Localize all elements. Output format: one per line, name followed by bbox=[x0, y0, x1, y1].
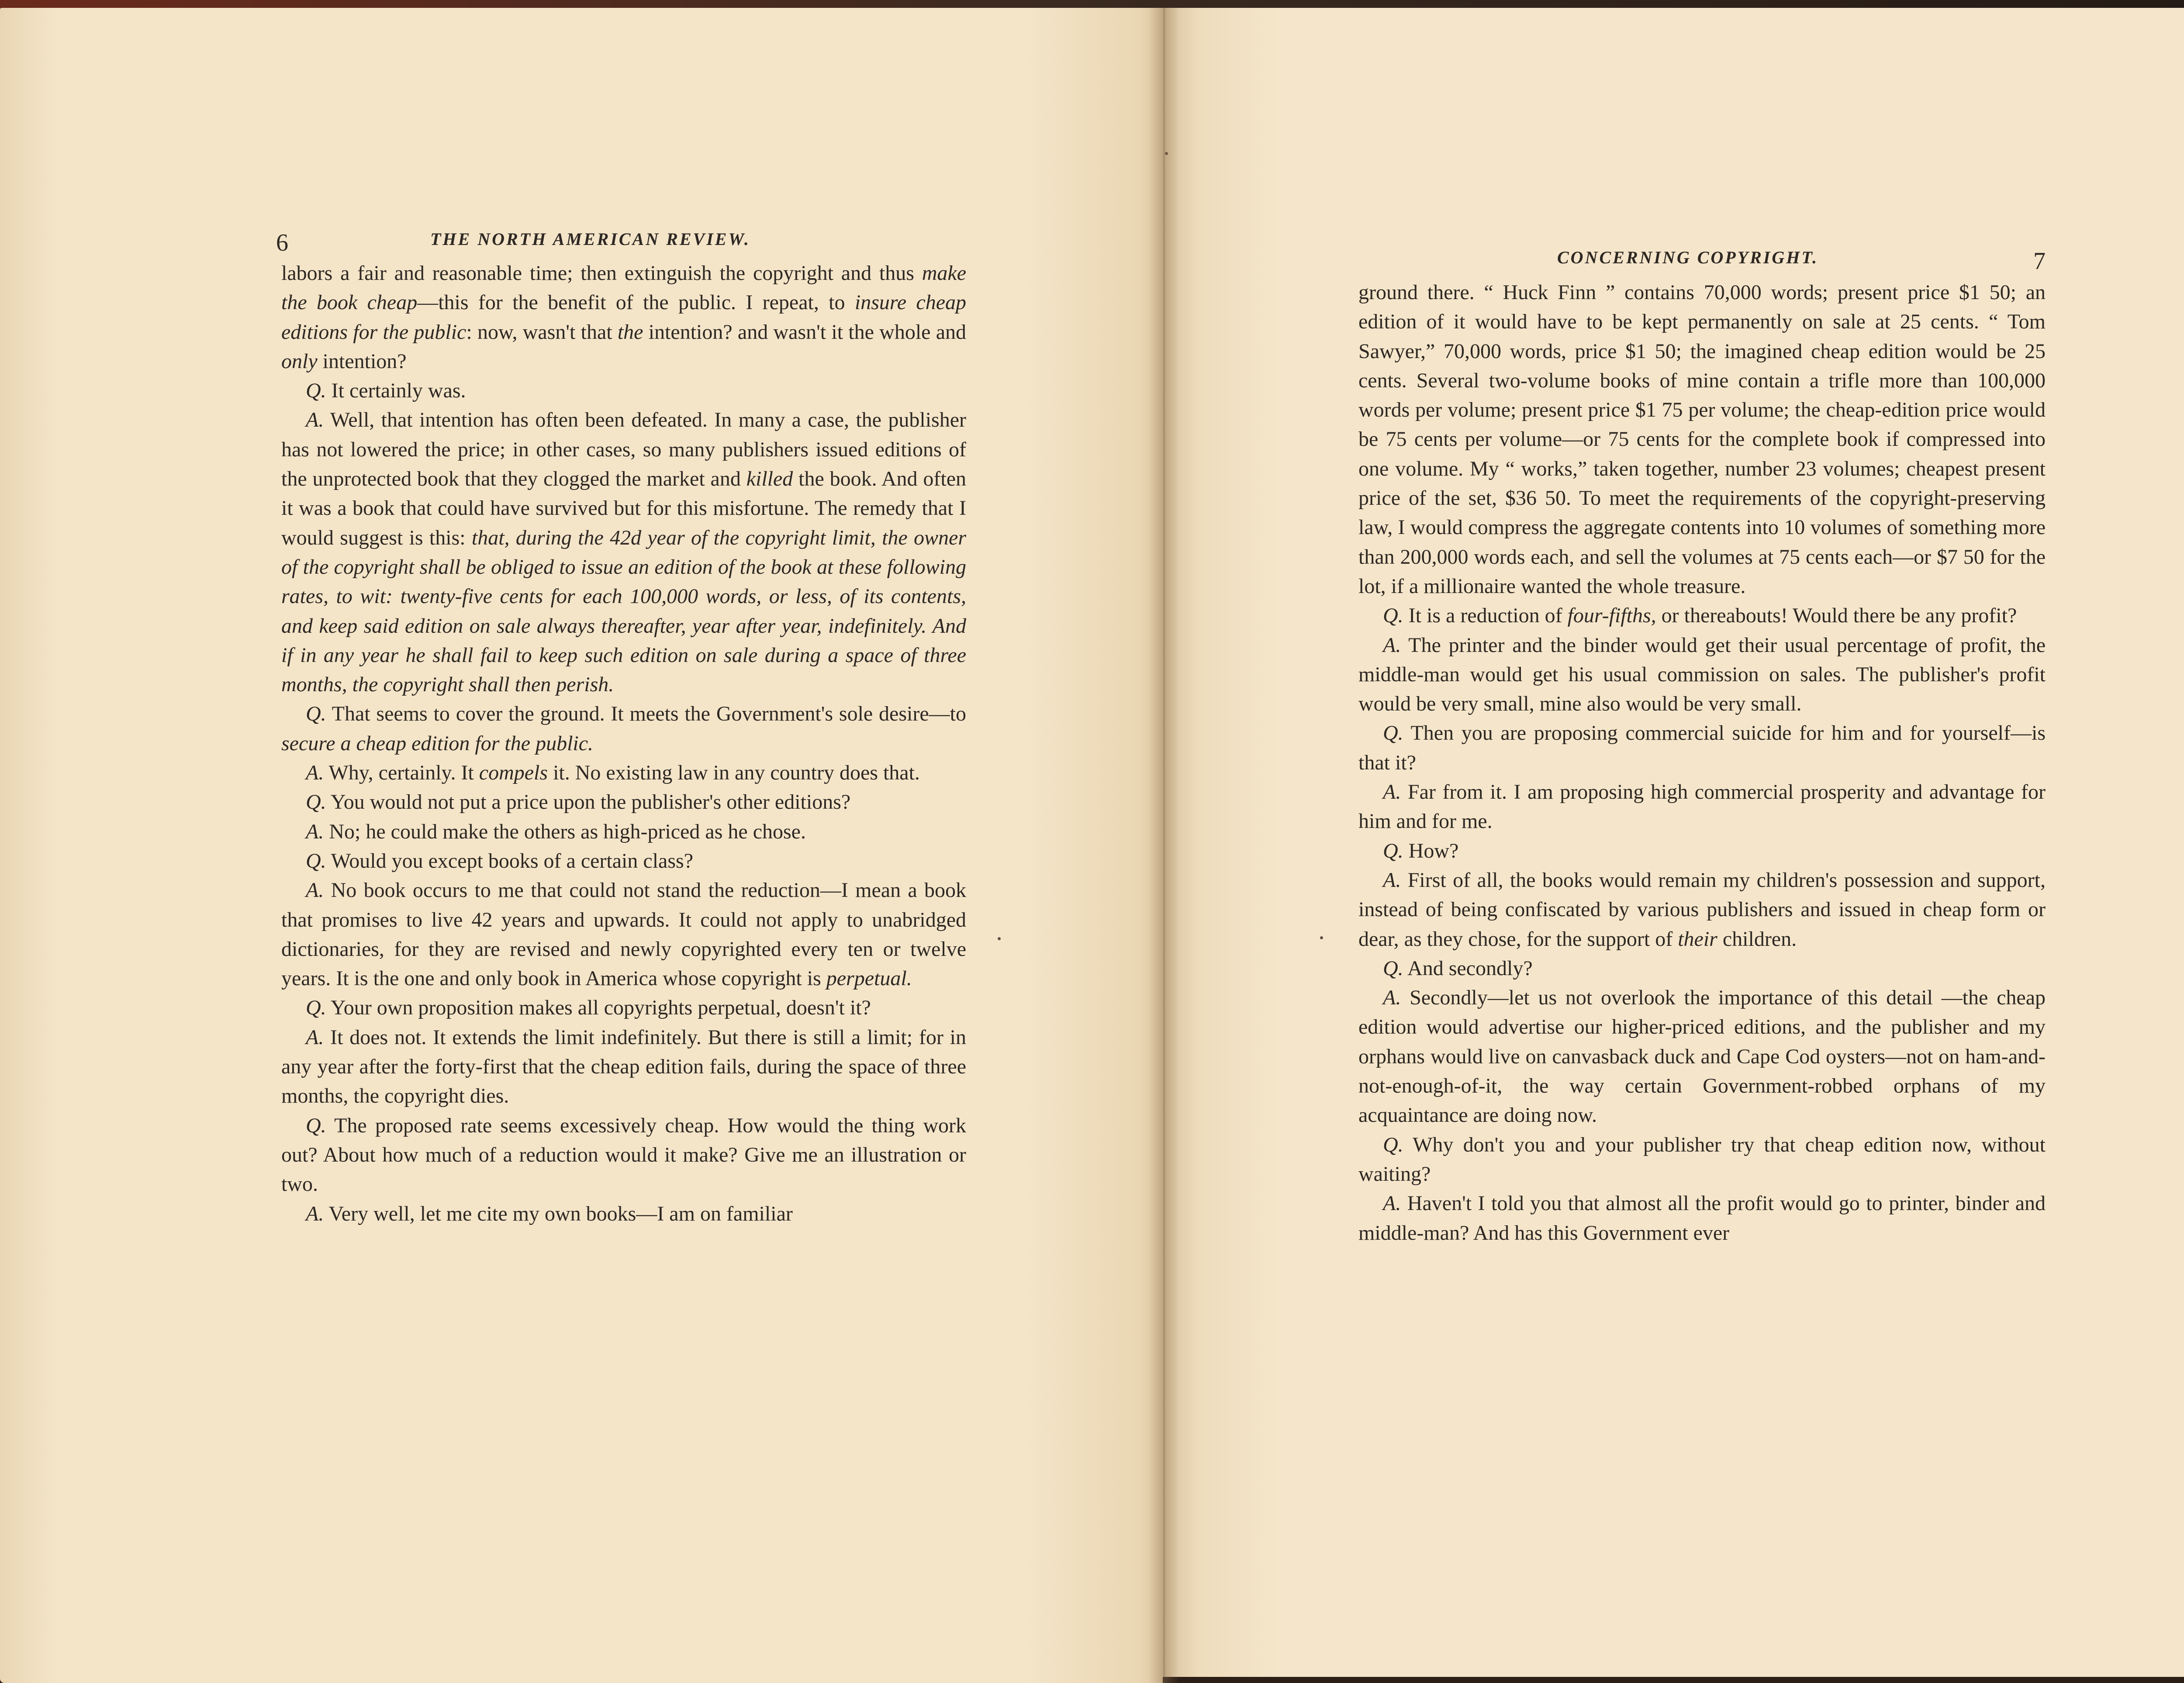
text-run: How? bbox=[1403, 839, 1459, 862]
page-number: 6 bbox=[276, 229, 288, 256]
paragraph bbox=[1358, 836, 2046, 866]
text-run: It is a reduction of bbox=[1403, 604, 1568, 628]
text-run: Why don't you and your publisher try that cheap edition now, without waiting? bbox=[1358, 1133, 2046, 1186]
left-page bbox=[0, 8, 1163, 1683]
italic-text: only bbox=[281, 349, 318, 373]
text-run: Haven't I told you that almost all the profit would go to printer, binder and middle-man? And has this Government ever bbox=[1358, 1192, 2046, 1245]
paragraph bbox=[281, 699, 966, 758]
italic-text: Q. bbox=[306, 996, 326, 1020]
italic-text: make the book cheap bbox=[281, 262, 966, 314]
ink-speck bbox=[1320, 936, 1323, 939]
text-run: The printer and the binder would get their usual percentage of profit, the middle-man would get his usual commission on sales. The publisher's profit would be very small, mine also would be very small. bbox=[1358, 633, 2046, 716]
text-run: Very well, let me cite my own books—I am on familiar bbox=[324, 1202, 793, 1225]
italic-text: Q. bbox=[1383, 721, 1403, 745]
italic-text: A. bbox=[306, 1202, 324, 1225]
italic-text: killed bbox=[746, 467, 793, 491]
text-run: Well, that intention has often been defeated. In many a case, the publisher has not lowered the price; in other cases, so many publishers issued editions of the unprotected book that they clogged the market and bbox=[281, 408, 966, 491]
italic-text: A. bbox=[306, 820, 324, 843]
text-run: : now, wasn't that bbox=[466, 320, 618, 344]
paragraph bbox=[281, 1023, 966, 1111]
text-run: Secondly—let us not overlook the importance of this detail —the cheap edition would advertise our higher-priced editions, and the publisher and my orphans would live on canvasback duck and Cape Cod oysters—not on ham-and-not-enough-of-it, the way certain Government-robbed orphans of my acquaintance are doing now. bbox=[1358, 986, 2046, 1127]
paragraph bbox=[281, 787, 966, 817]
paragraph bbox=[281, 993, 966, 1022]
text-run: Would you except books of a certain class? bbox=[326, 849, 693, 873]
right-page bbox=[1163, 8, 2184, 1677]
paragraph bbox=[281, 817, 966, 846]
running-title: CONCERNING COPYRIGHT. bbox=[1557, 248, 1819, 267]
italic-text: A. bbox=[1383, 868, 1401, 892]
italic-text: A. bbox=[306, 408, 324, 432]
paragraph bbox=[1358, 1130, 2046, 1189]
page-body bbox=[281, 259, 966, 1228]
italic-text: A. bbox=[306, 879, 324, 902]
paragraph bbox=[1358, 777, 2046, 836]
italic-text: compels bbox=[479, 761, 548, 785]
italic-text: A. bbox=[1383, 986, 1401, 1010]
italic-text: A. bbox=[1383, 633, 1401, 657]
italic-text: A. bbox=[1383, 1192, 1401, 1215]
paragraph bbox=[1358, 601, 2046, 630]
paragraph bbox=[1358, 718, 2046, 777]
page-number: 7 bbox=[2033, 248, 2046, 275]
italic-text: Q. bbox=[1383, 1133, 1403, 1156]
paragraph bbox=[281, 259, 966, 376]
text-run: intention? and wasn't it the whole and bbox=[643, 320, 967, 344]
italic-text: four-fifths, bbox=[1567, 604, 1656, 628]
italic-text: A. bbox=[306, 1025, 324, 1049]
paragraph bbox=[281, 876, 966, 993]
italic-text: Q. bbox=[306, 790, 326, 814]
paragraph bbox=[281, 405, 966, 699]
text-run: It does not. It extends the limit indefinitely. But there is still a limit; for in any year after the forty-first that the cheap edition fails, during the space of three months, the copyright dies. bbox=[281, 1025, 966, 1108]
paragraph bbox=[281, 758, 966, 787]
italic-text: Q. bbox=[1383, 956, 1403, 980]
page-body bbox=[1358, 278, 2046, 1248]
text-run: And secondly? bbox=[1403, 956, 1533, 980]
italic-text: Q. bbox=[306, 379, 326, 403]
paragraph bbox=[1358, 983, 2046, 1130]
paragraph bbox=[1358, 631, 2046, 719]
italic-text: A. bbox=[306, 761, 324, 785]
italic-text: insure cheap editions for the public bbox=[281, 291, 967, 344]
text-run: intention? bbox=[317, 349, 407, 373]
text-run: Far from it. I am proposing high commercial prosperity and advantage for him and for me. bbox=[1358, 780, 2046, 833]
paragraph bbox=[281, 376, 966, 405]
italic-text: their bbox=[1678, 927, 1717, 951]
italic-text: A. bbox=[1383, 780, 1401, 804]
text-run: it. No existing law in any country does that. bbox=[548, 761, 920, 785]
text-run: or thereabouts! Would there be any profit? bbox=[1656, 604, 2017, 628]
text-run: You would not put a price upon the publisher's other editions? bbox=[326, 790, 851, 814]
text-run: No; he could make the others as high-priced as he chose. bbox=[324, 820, 806, 843]
italic-text: Q. bbox=[1383, 604, 1403, 628]
running-title: THE NORTH AMERICAN REVIEW. bbox=[430, 229, 751, 249]
text-run: Your own proposition makes all copyrights perpetual, doesn't it? bbox=[326, 996, 871, 1020]
paragraph bbox=[1358, 954, 2046, 983]
text-run: First of all, the books would remain my children's possession and support, instead of being confiscated by various publishers and issued in cheap form or dear, as they chose, for the support of bbox=[1358, 868, 2046, 951]
paragraph bbox=[1358, 1189, 2046, 1248]
italic-text: secure a cheap edition for the public. bbox=[281, 731, 594, 755]
text-run: No book occurs to me that could not stand the reduction—I mean a book that promises to live 42 years and upwards. It could not apply to unabridged dictionaries, for they are revised and newly copyrighted every ten or twelve years. It is the one and only book in America whose copyright is bbox=[281, 879, 966, 990]
ink-speck bbox=[998, 937, 1001, 940]
paragraph bbox=[281, 1199, 966, 1228]
italic-text: Q. bbox=[306, 849, 326, 873]
text-run: ground there. “ Huck Finn ” contains 70,000 words; present price $1 50; an edition of it would have to be kept permanently on sale at 25 cents. “ Tom Sawyer,” 70,000 words, price $1 50; the imagined cheap edition would be 25 cents. Several two-volume books of mine contain a trifle more than 100,000 words per volume; present price $1 75 per volume; the cheap-edition price would be 75 cents per volume—or 75 cents for the complete book if compressed into one volume. My “ works,” taken together, number 23 volumes; cheapest present price of the set, $36 50. To meet the requirements of the copyright-preserving law, I would compress the aggregate contents into 10 volumes of something more than 200,000 words each, and sell the volumes at 75 cents each—or $7 50 for the lot, if a millionaire wanted the whole treasure. bbox=[1358, 281, 2046, 598]
paragraph bbox=[1358, 278, 2046, 601]
text-run: labors a fair and reasonable time; then extinguish the copyright and thus bbox=[281, 262, 922, 285]
text-run: It certainly was. bbox=[326, 379, 466, 403]
italic-text: the bbox=[617, 320, 643, 344]
italic-text: that, during the 42d year of the copyright limit, the owner of the copyright shall be obliged to issue an edition of the book at these following rates, to wit: twenty-five cents for each 100,000 words, or less, of its contents, and keep said edition on sale always thereafter, year after year, indefinitely. And if in any year he shall fail to keep such edition on sale during a space of three months, the copyright shall then perish. bbox=[281, 526, 967, 697]
text-run: Then you are proposing commercial suicide for him and for yourself—is that it? bbox=[1358, 721, 2046, 774]
paragraph bbox=[281, 846, 966, 876]
italic-text: Q. bbox=[306, 702, 326, 726]
italic-text: perpetual. bbox=[826, 967, 912, 990]
text-run: That seems to cover the ground. It meets the Government's sole desire—to bbox=[326, 702, 966, 726]
book-gutter bbox=[1149, 8, 1179, 1683]
text-run: the book. And often it was a book that could have survived but for this misfortune. The remedy that I would suggest is this: bbox=[281, 467, 967, 549]
italic-text: Q. bbox=[1383, 839, 1403, 862]
text-run: —this for the benefit of the public. I repeat, to bbox=[417, 291, 855, 314]
text-run: Why, certainly. It bbox=[324, 761, 479, 785]
paragraph bbox=[1358, 866, 2046, 954]
paragraph bbox=[281, 1111, 966, 1199]
italic-text: Q. bbox=[306, 1114, 326, 1137]
text-run: The proposed rate seems excessively cheap. How would the thing work out? About how much of a reduction would it make? Give me an illustration or two. bbox=[281, 1114, 966, 1196]
text-run: children. bbox=[1717, 927, 1797, 951]
